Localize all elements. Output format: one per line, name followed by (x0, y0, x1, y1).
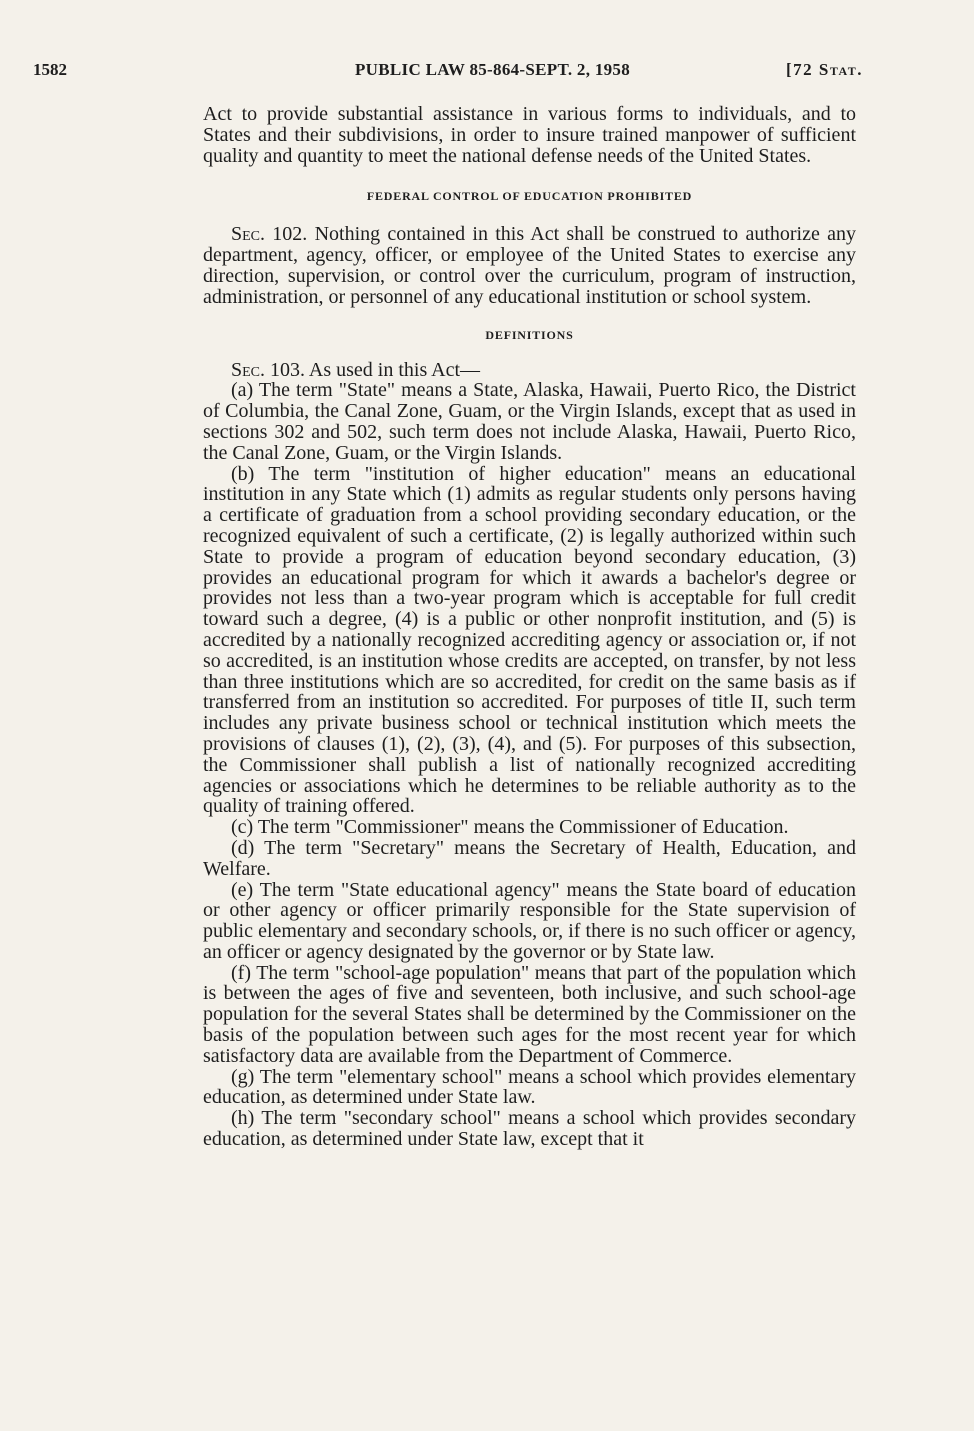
definition-g: (g) The term "elementary school" means a school which provides elementary education, as determined under State law. (203, 1065, 856, 1109)
sec-102-paragraph (203, 224, 856, 307)
section-heading-federal-control: FEDERAL CONTROL OF EDUCATION PROHIBITED (366, 189, 693, 204)
definition-h: (h) The term "secondary school" means a school which provides secondary education, as determined under State law, except that it (203, 1107, 856, 1151)
sec-103-lead-paragraph (203, 360, 856, 381)
page-number: 1582 (33, 60, 67, 79)
statute-citation: [72 Stat. (785, 60, 863, 79)
sec-103-lead: As used in this Act— (308, 358, 481, 381)
definition-d: (d) The term "Secretary" means the Secretary of Health, Education, and Welfare. (203, 836, 856, 880)
definition-b: (b) The term "institution of higher education" means an educational institution in any State which (1) admits as regular students only persons having a certificate of graduation from a school providing secondary education, or the recognized equivalent of such a certificate, (2) is legally authorized within such State to provide a program of education beyond secondary education, (3) provides an educational program for which it awards a bachelor's degree or provides not less than a two-year program which is acceptable for full credit toward such a degree, (4) is a public or other nonprofit institution, and (5) is accredited by a nationally recognized accrediting agency or association or, if not so accredited, is an institution whose credits are accepted, on transfer, by not less than three institutions which are so accredited, for credit on the same basis as if transferred from an institution so accredited. For purposes of title II, such term includes any private business school or technical institution which meets the provisions of clauses (1), (2), (3), (4), and (5). For purposes of this subsection, the Commissioner shall publish a list of nationally recognized accrediting agencies or associations which he determines to be reliable authority as to the quality of training offered. (203, 462, 856, 818)
intro-paragraph: Act to provide substantial assistance in various forms to individuals, and to States and their subdivisions, in order to insure trained manpower of sufficient quality and quantity to meet the national defense needs of the United States. (203, 103, 856, 167)
definition-c: (c) The term "Commissioner" means the Commissioner of Education. (231, 816, 789, 839)
running-head: PUBLIC LAW 85-864-SEPT. 2, 1958 (355, 60, 631, 79)
sec-103-label: Sec. 103. (231, 358, 306, 381)
section-heading-definitions: DEFINITIONS (485, 327, 574, 342)
sec-102-text: Nothing contained in this Act shall be construed to authorize any department, agency, officer, or employee of the United States to exercise any direction, supervision, or control over the curriculum, program of instruction, administration, or personnel of any educational institution or school system. (203, 223, 857, 308)
definition-e: (e) The term "State educational agency" means the State board of education or other agency or officer primarily responsible for the State supervision of public elementary and secondary schools, or, if there is no such officer or agency, an officer or agency designated by the governor or by State law. (203, 878, 856, 963)
page-header (33, 60, 863, 86)
definition-f: (f) The term "school-age population" means that part of the population which is between the ages of five and seventeen, both inclusive, and such school-age population for the several States shall be determined by the Commissioner on the basis of the population between such ages for the most recent year for which satisfactory data are available from the Department of Commerce. (203, 961, 856, 1067)
sec-102-label: Sec. 102. (231, 223, 308, 246)
body-text (203, 104, 856, 1150)
definition-a: (a) The term "State" means a State, Alaska, Hawaii, Puerto Rico, the District of Columbia, the Canal Zone, Guam, or the Virgin Islands, except that as used in sections 302 and 502, such term does not include Alaska, Hawaii, Puerto Rico, the Canal Zone, Guam, or the Virgin Islands. (203, 379, 856, 464)
